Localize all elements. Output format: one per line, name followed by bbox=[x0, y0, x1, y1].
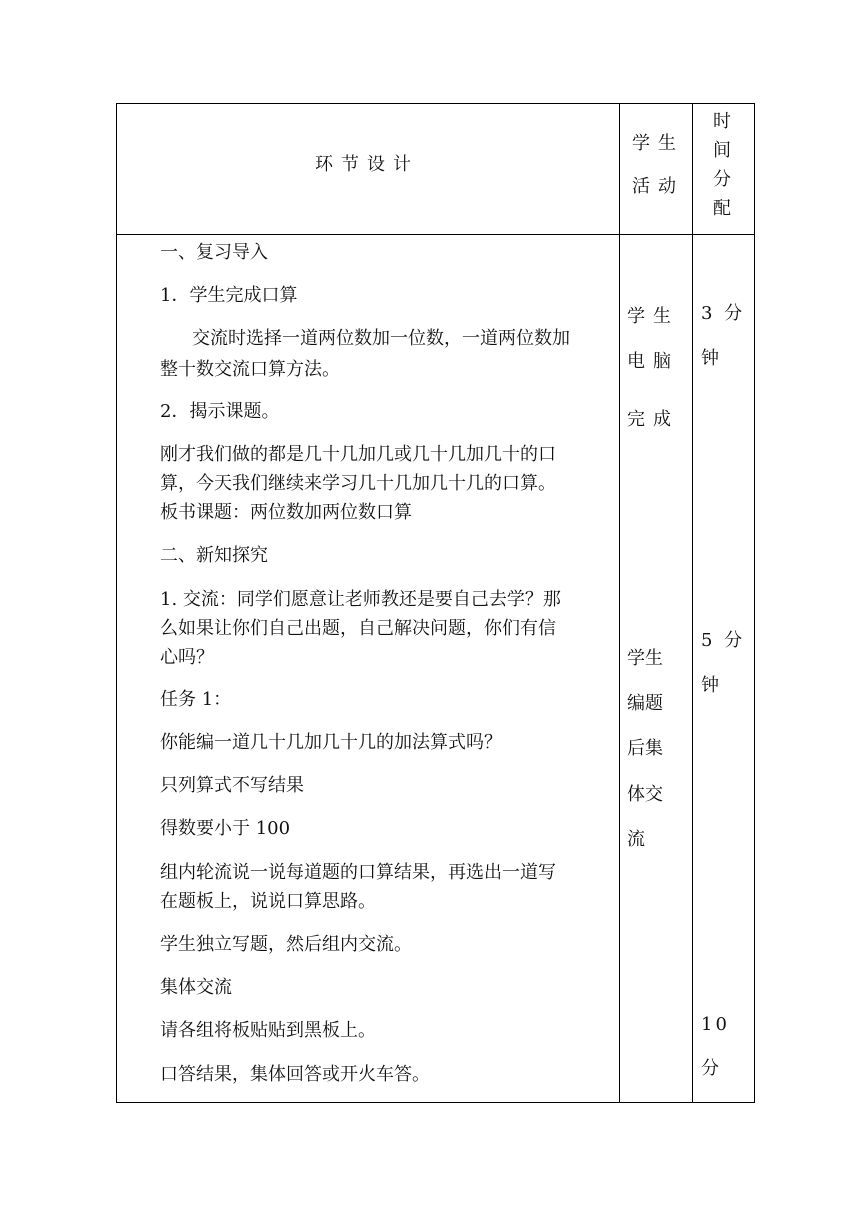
activity-line: 编题 bbox=[627, 693, 663, 714]
time-line: 钟 bbox=[701, 675, 719, 696]
header-activity-line2: 活动 bbox=[632, 176, 684, 197]
activity-line: 流 bbox=[627, 829, 645, 850]
lesson-plan-table bbox=[116, 103, 755, 1103]
design-line: 交流时选择一道两位数加一位数，一道两位数加 bbox=[192, 328, 570, 349]
design-line: 一、复习导入 bbox=[160, 242, 268, 263]
design-line: 集体交流 bbox=[160, 977, 232, 998]
activity-line: 电脑 bbox=[627, 351, 679, 372]
design-line: 只列算式不写结果 bbox=[160, 775, 304, 796]
design-line: 得数要小于 100 bbox=[160, 818, 291, 839]
header-time-char: 配 bbox=[713, 198, 731, 219]
time-line: 分 bbox=[701, 1058, 719, 1079]
header-time-char: 分 bbox=[713, 169, 731, 190]
design-line: 刚才我们做的都是几十几加几或几十几加几十的口 bbox=[160, 444, 556, 465]
activity-line: 学生 bbox=[627, 648, 663, 669]
design-line: 你能编一道几十几加几十几的加法算式吗？ bbox=[160, 732, 502, 753]
header-time-char: 间 bbox=[713, 140, 731, 161]
activity-line: 学生 bbox=[627, 306, 679, 327]
column-divider-1 bbox=[619, 103, 620, 1103]
header-bottom-border bbox=[116, 234, 755, 235]
design-line: 么如果让你们自己出题，自己解决问题，你们有信 bbox=[160, 618, 556, 639]
table-left-border bbox=[116, 103, 117, 1103]
design-line: 二、新知探究 bbox=[160, 545, 268, 566]
design-line: 算，今天我们继续来学习几十几加几十几的口算。 bbox=[160, 473, 556, 494]
table-bottom-border bbox=[116, 1102, 755, 1103]
column-divider-2 bbox=[692, 103, 693, 1103]
design-line: 板书课题：两位数加两位数口算 bbox=[160, 502, 412, 523]
time-line: 钟 bbox=[701, 348, 719, 369]
design-line: 请各组将板贴贴到黑板上。 bbox=[160, 1020, 376, 1041]
table-right-border bbox=[754, 103, 755, 1103]
activity-line: 完成 bbox=[627, 409, 679, 430]
time-line: 5 分 bbox=[701, 630, 743, 651]
design-line: 口答结果，集体回答或开火车答。 bbox=[160, 1064, 430, 1085]
design-line: 整十数交流口算方法。 bbox=[160, 359, 340, 380]
activity-line: 体交 bbox=[627, 784, 663, 805]
activity-line: 后集 bbox=[627, 738, 663, 759]
header-activity-line1: 学生 bbox=[632, 133, 684, 154]
header-design: 环节设计 bbox=[315, 154, 419, 175]
time-line: 3 分 bbox=[701, 303, 743, 324]
design-line: 在题板上，说说口算思路。 bbox=[160, 891, 376, 912]
time-line: 10 bbox=[701, 1014, 730, 1035]
table-top-border bbox=[116, 103, 755, 104]
design-line: 1. 交流：同学们愿意让老师教还是要自己去学？那 bbox=[160, 589, 561, 610]
design-line: 学生独立写题，然后组内交流。 bbox=[160, 934, 412, 955]
design-line: 1．学生完成口算 bbox=[160, 285, 298, 306]
design-line: 任务 1： bbox=[160, 689, 232, 710]
design-line: 组内轮流说一说每道题的口算结果，再选出一道写 bbox=[160, 862, 556, 883]
design-line: 2．揭示课题。 bbox=[160, 401, 280, 422]
header-time-char: 时 bbox=[713, 111, 731, 132]
design-line: 心吗？ bbox=[160, 647, 214, 668]
